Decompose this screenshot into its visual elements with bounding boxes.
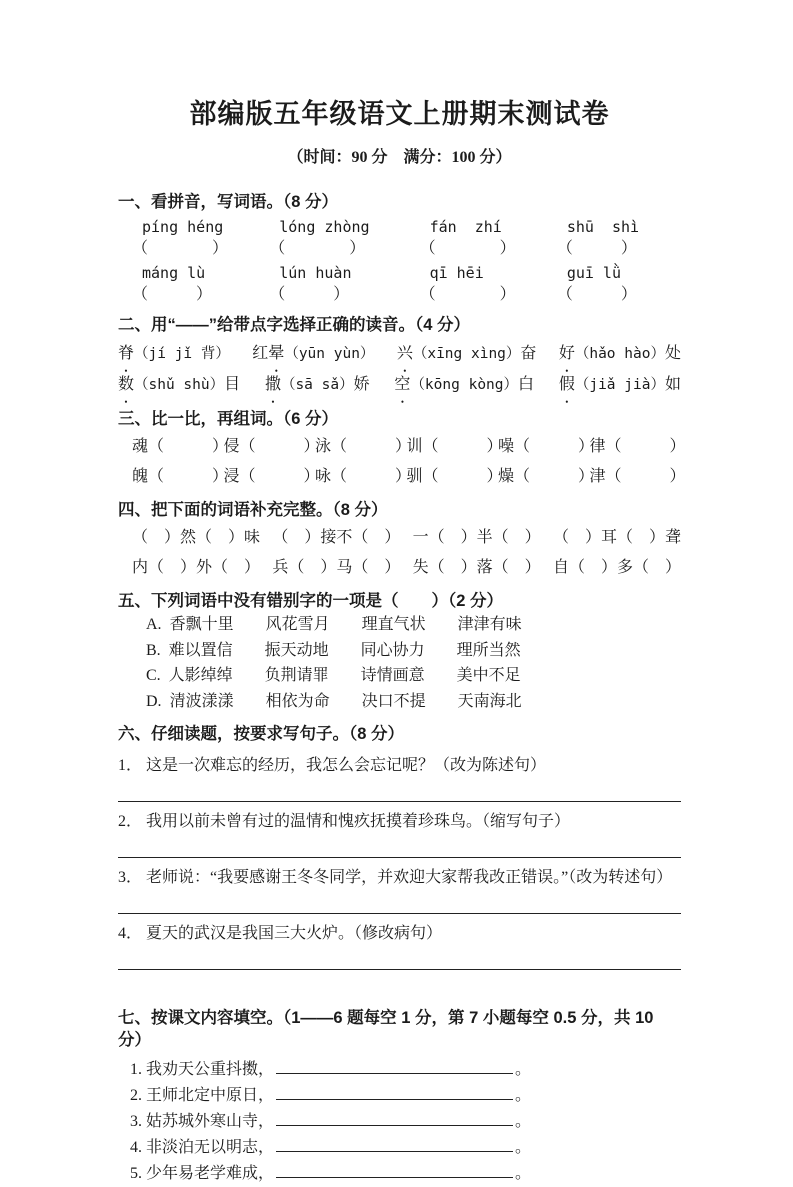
fill-answer-line: [276, 1163, 513, 1178]
dotted-char: 好: [558, 344, 575, 362]
pinyin-options: （kōng kòng）: [410, 376, 519, 393]
fill-number: 2.: [130, 1087, 142, 1105]
fill-period: 。: [515, 1139, 532, 1157]
pinyin-text: guī lǜ: [566, 264, 621, 283]
pinyin-cell: [557, 263, 681, 305]
idiom-blank: （ ）耳（ ）聋: [552, 529, 681, 547]
option-row-c: [118, 663, 681, 689]
section-compare-words: [118, 408, 686, 490]
word-blank: 燥（ ）: [498, 467, 595, 485]
section-6-header: 六、仔细读题，按要求写句子。（8 分）: [118, 725, 405, 744]
exam-title: 部编版五年级语文上册期末测试卷: [189, 99, 610, 129]
pinyin-text: lóng zhòng: [279, 218, 370, 237]
pinyin-text: píng héng: [142, 218, 224, 237]
suffix-char: 奋: [520, 344, 537, 362]
question-text-row: [118, 754, 681, 778]
option-words: 香飘十里 风花雪月 理直气状 津津有味: [169, 616, 522, 634]
section-2-header: 二、用“——”给带点字选择正确的读音。（4 分）: [118, 316, 471, 335]
word-blank: 咏（ ）: [315, 467, 412, 485]
pinyin-options: （sā sǎ）: [280, 376, 354, 393]
idiom-blank: 一（ ）半（ ）: [412, 529, 541, 547]
suffix-char: 目: [224, 375, 241, 393]
answer-line: [118, 787, 681, 802]
section-sentence-rewriting: [118, 723, 681, 969]
option-words: 难以置信 振天动地 同心协力 理所当然: [168, 641, 521, 659]
pinyin-cell: [132, 263, 269, 305]
pinyin-options: （jí jǐ 背）: [134, 345, 230, 362]
pinyin-options: （hǎo hào）: [574, 345, 665, 362]
option-words: 清波漾漾 相依为命 决口不提 天南海北: [169, 692, 522, 710]
pinyin-cell: [269, 263, 419, 305]
word-blank: 律（ ）: [589, 437, 686, 455]
suffix-char: 如: [664, 375, 681, 393]
question-item: [118, 866, 681, 914]
pinyin-options: （jiǎ jià）: [574, 376, 665, 393]
fill-number: 4.: [130, 1139, 142, 1157]
word-blank: 噪（ ）: [498, 437, 595, 455]
fill-prompt: 王师北定中原日，: [146, 1087, 275, 1105]
idiom-blank: 失（ ）落（ ）: [412, 559, 541, 577]
spacer: [118, 975, 681, 1007]
answer-line: [118, 955, 681, 970]
answer-blank-parens: （ ）: [269, 240, 366, 258]
suffix-char: 娇: [353, 375, 370, 393]
pinyin-text: qī hēi: [429, 264, 484, 283]
option-row-d: [118, 689, 681, 715]
section-4-header: 四、把下面的词语补充完整。（8 分）: [118, 500, 388, 519]
question-item: [118, 922, 681, 970]
fill-period: 。: [515, 1061, 532, 1079]
fill-prompt: 我劝天公重抖擞，: [146, 1061, 275, 1079]
option-row-a: [118, 612, 681, 638]
option-words: 人影绰绰 负荆请罪 诗情画意 美中不足: [168, 667, 521, 685]
question-text: 我用以前未曾有过的温情和愧疚抚摸着珍珠鸟。（缩写句子）: [146, 812, 571, 830]
pinyin-options: （xīng xìng）: [412, 345, 521, 362]
reading-item: [265, 371, 370, 399]
idiom-row-1: [118, 525, 681, 551]
idiom-blank: 内（ ）外（ ）: [132, 559, 261, 577]
answer-blank-parens: （ ）: [269, 286, 350, 304]
answer-blank-parens: （ ）: [132, 240, 229, 258]
dotted-char: 撒: [264, 375, 281, 393]
reading-row-2: [118, 371, 681, 399]
word-blank: 魄（ ）: [132, 467, 229, 485]
section-3-header: 三、比一比，再组词。（6 分）: [118, 409, 339, 428]
compare-row-2: [118, 463, 686, 490]
fill-period: 。: [515, 1087, 532, 1105]
question-text: 老师说：“我要感谢王冬冬同学，并欢迎大家帮我改正错误。”（改为转述句）: [146, 868, 673, 886]
idiom-blank: 自（ ）多（ ）: [552, 559, 681, 577]
dotted-char: 数: [118, 375, 135, 393]
fill-prompt: 姑苏城外寒山寺，: [146, 1113, 275, 1131]
fill-number: 1.: [130, 1061, 142, 1079]
answer-line: [118, 843, 681, 858]
sentence-questions: [118, 754, 681, 970]
pinyin-cell: [557, 217, 681, 259]
exam-meta: （时间：90 分 满分：100 分）: [287, 149, 512, 166]
answer-blank-parens: （ ）: [132, 286, 213, 304]
question-text: 夏天的武汉是我国三大火炉。（修改病句）: [146, 924, 443, 942]
dotted-char: 晕: [268, 344, 285, 362]
question-number: 3．: [118, 868, 143, 886]
word-blank: 浸（ ）: [223, 467, 320, 485]
word-blank: 津（ ）: [589, 467, 686, 485]
idiom-blank: （ ）然（ ）味: [132, 529, 261, 547]
answer-blank-parens: （ ）: [419, 240, 516, 258]
reading-item: [559, 340, 681, 368]
pinyin-cell: [132, 217, 269, 259]
fill-item: [130, 1161, 681, 1187]
reading-item: [397, 340, 537, 368]
fill-prompt: 少年易老学难成，: [146, 1165, 275, 1183]
pinyin-cell: [420, 263, 557, 305]
reading-row-1: [118, 340, 681, 368]
question-text: 这是一次难忘的经历，我怎么会忘记呢？（改为陈述句）: [146, 756, 547, 774]
pinyin-options: （yūn yùn）: [284, 345, 375, 362]
fill-item: [130, 1135, 681, 1161]
fill-prompt: 非淡泊无以明志，: [146, 1139, 275, 1157]
option-label: C.: [146, 667, 161, 685]
fill-answer-line: [276, 1137, 513, 1152]
idiom-row-2: [118, 555, 681, 581]
answer-blank-parens: （ ）: [556, 240, 637, 258]
fill-period: 。: [515, 1165, 532, 1183]
option-label: B.: [146, 641, 161, 659]
word-blank: 训（ ）: [406, 437, 503, 455]
pinyin-cell: [269, 217, 419, 259]
pinyin-text: máng lù: [142, 264, 206, 283]
reading-item: [118, 371, 240, 399]
pinyin-row-1: [118, 217, 681, 259]
dotted-char: 假: [558, 375, 575, 393]
section-pronunciation: [118, 314, 681, 398]
suffix-char: 处: [664, 344, 681, 362]
fill-item: [130, 1057, 681, 1083]
section-1-header: 一、看拼音，写词语。（8 分）: [118, 193, 339, 211]
fill-answer-line: [276, 1085, 513, 1100]
answer-blank-parens: （ ）: [419, 286, 516, 304]
fill-item: [130, 1109, 681, 1135]
question-item: [118, 810, 681, 858]
section-multiple-choice: [118, 590, 681, 714]
pinyin-text: fán zhí: [429, 218, 502, 237]
question-number: 2．: [118, 812, 143, 830]
fill-number: 3.: [130, 1113, 142, 1131]
section-fill-in-blanks: [118, 1007, 681, 1187]
idiom-blank: 兵（ ）马（ ）: [272, 559, 401, 577]
option-label: D.: [146, 692, 162, 710]
question-item: [118, 754, 681, 802]
word-blank: 魂（ ）: [132, 437, 229, 455]
suffix-char: 白: [518, 375, 535, 393]
answer-line: [118, 899, 681, 914]
reading-item: [118, 340, 230, 368]
fill-answer-line: [276, 1059, 513, 1074]
word-blank: 泳（ ）: [315, 437, 412, 455]
fill-item: [130, 1083, 681, 1109]
reading-item: [559, 371, 681, 399]
pinyin-text: shū shì: [566, 218, 640, 237]
option-label: A.: [146, 616, 162, 634]
compare-row-1: [118, 433, 686, 460]
option-row-b: [118, 638, 681, 664]
reading-item: [394, 371, 534, 399]
fill-period: 。: [515, 1113, 532, 1131]
word-blank: 侵（ ）: [223, 437, 320, 455]
answer-blank-parens: （ ）: [556, 286, 637, 304]
dotted-char: 空: [394, 375, 411, 393]
section-complete-idioms: [118, 499, 681, 581]
section-7-header: 七、按课文内容填空。（1——6 题每空 1 分，第 7 小题每空 0.5 分，共 10 分）: [118, 1008, 654, 1049]
dotted-char: 兴: [396, 344, 413, 362]
section-5-header: 五、下列词语中没有错别字的一项是（ ）（2 分）: [118, 592, 504, 611]
fill-number: 5.: [130, 1165, 142, 1183]
question-number: 4．: [118, 924, 143, 942]
idiom-blank: （ ）接不（ ）: [272, 529, 401, 547]
section-pinyin: [118, 191, 681, 305]
fill-in-questions: [118, 1057, 681, 1187]
question-number: 1．: [118, 756, 143, 774]
pinyin-options: （shǔ shù）: [134, 376, 225, 393]
dotted-char: 脊: [118, 344, 135, 362]
prefix-char: 红: [252, 344, 269, 362]
question-text-row: [118, 866, 681, 890]
pinyin-cell: [420, 217, 557, 259]
reading-item: [252, 340, 374, 368]
question-text-row: [118, 810, 681, 834]
word-blank: 驯（ ）: [406, 467, 503, 485]
question-text-row: [118, 922, 681, 946]
fill-answer-line: [276, 1111, 513, 1126]
pinyin-row-2: [118, 263, 681, 305]
pinyin-text: lún huàn: [279, 264, 352, 283]
